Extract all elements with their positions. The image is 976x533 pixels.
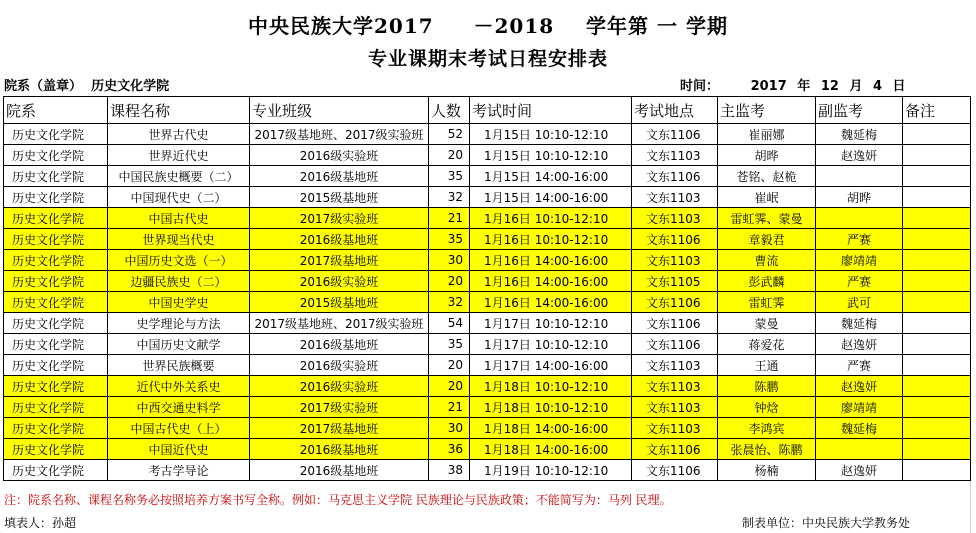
col-header-chief: 主监考 bbox=[718, 97, 816, 124]
cell-chief: 张晨怡、陈鹏 bbox=[718, 439, 816, 460]
cell-note bbox=[903, 376, 971, 397]
cell-course: 中国古代史 bbox=[108, 208, 250, 229]
cell-class: 2017级基地班 bbox=[250, 250, 429, 271]
cell-course: 世界古代史 bbox=[108, 124, 250, 145]
maker-unit: 制表单位：中央民族大学教务处 bbox=[742, 516, 911, 530]
table-row bbox=[4, 166, 971, 187]
cell-time: 1月16日 14:00-16:00 bbox=[470, 292, 632, 313]
cell-deputy: 赵逸妍 bbox=[816, 460, 903, 481]
cell-course: 近代中外关系史 bbox=[108, 376, 250, 397]
cell-time: 1月15日 14:00-16:00 bbox=[470, 187, 632, 208]
cell-room: 文东1103 bbox=[632, 145, 718, 166]
cell-chief: 彭武麟 bbox=[718, 271, 816, 292]
cell-class: 2016级实验班 bbox=[250, 271, 429, 292]
col-header-course: 课程名称 bbox=[108, 97, 250, 124]
cell-note bbox=[903, 355, 971, 376]
table-row bbox=[4, 313, 971, 334]
cell-count: 32 bbox=[429, 292, 470, 313]
cell-deputy bbox=[816, 166, 903, 187]
cell-chief: 崔岷 bbox=[718, 187, 816, 208]
cell-time: 1月15日 14:00-16:00 bbox=[470, 166, 632, 187]
cell-class: 2016级基地班 bbox=[250, 229, 429, 250]
cell-course: 世界近代史 bbox=[108, 145, 250, 166]
cell-dept: 历史文化学院 bbox=[4, 460, 108, 481]
cell-class: 2016级实验班 bbox=[250, 355, 429, 376]
cell-note bbox=[903, 418, 971, 439]
cell-course: 世界民族概要 bbox=[108, 355, 250, 376]
cell-course: 中国历史文选（一） bbox=[108, 250, 250, 271]
cell-deputy: 赵逸妍 bbox=[816, 376, 903, 397]
cell-dept: 历史文化学院 bbox=[4, 355, 108, 376]
cell-room: 文东1103 bbox=[632, 397, 718, 418]
col-header-room: 考试地点 bbox=[632, 97, 718, 124]
cell-time: 1月17日 10:10-12:10 bbox=[470, 334, 632, 355]
col-header-dept: 院系 bbox=[4, 97, 108, 124]
cell-note bbox=[903, 124, 971, 145]
cell-note bbox=[903, 439, 971, 460]
cell-dept: 历史文化学院 bbox=[4, 166, 108, 187]
cell-count: 20 bbox=[429, 355, 470, 376]
cell-time: 1月18日 10:10-12:10 bbox=[470, 376, 632, 397]
cell-chief: 曹流 bbox=[718, 250, 816, 271]
cell-course: 中西交通史料学 bbox=[108, 397, 250, 418]
cell-time: 1月17日 10:10-12:10 bbox=[470, 313, 632, 334]
cell-note bbox=[903, 208, 971, 229]
page-title bbox=[0, 10, 976, 39]
footnote: 注：院系名称、课程名称务必按照培养方案书写全称。例如：马克思主义学院 民族理论与民族政策；不能简写为：马列 民理。 bbox=[4, 493, 672, 507]
cell-count: 54 bbox=[429, 313, 470, 334]
cell-dept: 历史文化学院 bbox=[4, 439, 108, 460]
table-row bbox=[4, 187, 971, 208]
cell-dept: 历史文化学院 bbox=[4, 124, 108, 145]
cell-course: 中国现代史（二） bbox=[108, 187, 250, 208]
cell-dept: 历史文化学院 bbox=[4, 418, 108, 439]
cell-time: 1月16日 14:00-16:00 bbox=[470, 271, 632, 292]
cell-course: 边疆民族史（二） bbox=[108, 271, 250, 292]
cell-count: 21 bbox=[429, 397, 470, 418]
cell-dept: 历史文化学院 bbox=[4, 292, 108, 313]
cell-deputy: 赵逸妍 bbox=[816, 334, 903, 355]
date-value: 2017 年 12 月 4 日 bbox=[750, 79, 906, 94]
cell-room: 文东1105 bbox=[632, 271, 718, 292]
date-label: 时间： bbox=[680, 79, 720, 94]
cell-count: 52 bbox=[429, 124, 470, 145]
title-term: 学年第 一 学期 bbox=[586, 14, 728, 38]
title-university: 中央民族大学2017 bbox=[248, 14, 434, 38]
cell-chief: 章毅君 bbox=[718, 229, 816, 250]
cell-deputy: 魏延梅 bbox=[816, 418, 903, 439]
cell-deputy: 严赛 bbox=[816, 229, 903, 250]
table-row bbox=[4, 355, 971, 376]
cell-deputy: 严赛 bbox=[816, 271, 903, 292]
cell-count: 30 bbox=[429, 250, 470, 271]
cell-chief: 钟焓 bbox=[718, 397, 816, 418]
dept-label: 院系（盖章） bbox=[4, 79, 83, 94]
cell-deputy: 魏延梅 bbox=[816, 313, 903, 334]
cell-room: 文东1106 bbox=[632, 313, 718, 334]
cell-dept: 历史文化学院 bbox=[4, 271, 108, 292]
cell-note bbox=[903, 271, 971, 292]
cell-time: 1月18日 14:00-16:00 bbox=[470, 418, 632, 439]
cell-course: 考古学导论 bbox=[108, 460, 250, 481]
exam-schedule-table bbox=[3, 96, 971, 481]
col-header-count: 人数 bbox=[429, 97, 470, 124]
cell-room: 文东1106 bbox=[632, 292, 718, 313]
cell-class: 2017级基地班、2017级实验班 bbox=[250, 313, 429, 334]
table-row bbox=[4, 460, 971, 481]
cell-time: 1月15日 10:10-12:10 bbox=[470, 124, 632, 145]
table-row bbox=[4, 229, 971, 250]
cell-dept: 历史文化学院 bbox=[4, 334, 108, 355]
cell-room: 文东1103 bbox=[632, 250, 718, 271]
col-header-time: 考试时间 bbox=[470, 97, 632, 124]
table-row bbox=[4, 334, 971, 355]
dept-line bbox=[4, 75, 169, 94]
cell-class: 2016级基地班 bbox=[250, 460, 429, 481]
cell-time: 1月18日 14:00-16:00 bbox=[470, 439, 632, 460]
col-header-class: 专业班级 bbox=[250, 97, 429, 124]
cell-time: 1月16日 10:10-12:10 bbox=[470, 208, 632, 229]
cell-room: 文东1106 bbox=[632, 334, 718, 355]
cell-class: 2017级实验班 bbox=[250, 397, 429, 418]
dept-value: 历史文化学院 bbox=[91, 79, 170, 94]
cell-note bbox=[903, 397, 971, 418]
cell-deputy bbox=[816, 439, 903, 460]
cell-chief: 雷虹霁、蒙曼 bbox=[718, 208, 816, 229]
cell-chief: 王通 bbox=[718, 355, 816, 376]
cell-dept: 历史文化学院 bbox=[4, 229, 108, 250]
cell-room: 文东1103 bbox=[632, 418, 718, 439]
table-row bbox=[4, 145, 971, 166]
cell-dept: 历史文化学院 bbox=[4, 397, 108, 418]
cell-dept: 历史文化学院 bbox=[4, 250, 108, 271]
table-row bbox=[4, 271, 971, 292]
cell-class: 2016级实验班 bbox=[250, 376, 429, 397]
cell-chief: 崔丽娜 bbox=[718, 124, 816, 145]
cell-class: 2016级基地班 bbox=[250, 334, 429, 355]
cell-course: 中国古代史（上） bbox=[108, 418, 250, 439]
cell-deputy: 魏延梅 bbox=[816, 124, 903, 145]
cell-class: 2015级基地班 bbox=[250, 187, 429, 208]
cell-count: 35 bbox=[429, 166, 470, 187]
table-body bbox=[4, 124, 971, 481]
cell-count: 35 bbox=[429, 229, 470, 250]
cell-class: 2017级实验班 bbox=[250, 208, 429, 229]
filler-name: 填表人：孙超 bbox=[4, 516, 77, 530]
date-line bbox=[680, 75, 906, 94]
cell-deputy: 廖靖靖 bbox=[816, 397, 903, 418]
cell-course: 史学理论与方法 bbox=[108, 313, 250, 334]
cell-chief: 蒋爱花 bbox=[718, 334, 816, 355]
cell-chief: 李鸿宾 bbox=[718, 418, 816, 439]
table-row bbox=[4, 124, 971, 145]
table-row bbox=[4, 439, 971, 460]
cell-count: 35 bbox=[429, 334, 470, 355]
cell-chief: 雷虹霁 bbox=[718, 292, 816, 313]
cell-class: 2016级基地班 bbox=[250, 439, 429, 460]
subtitle-text: 专业课期末考试日程安排表 bbox=[367, 48, 608, 70]
cell-chief: 胡晔 bbox=[718, 145, 816, 166]
table-header-row bbox=[4, 97, 971, 124]
cell-room: 文东1106 bbox=[632, 229, 718, 250]
col-header-note: 备注 bbox=[903, 97, 971, 124]
cell-count: 20 bbox=[429, 145, 470, 166]
cell-time: 1月18日 10:10-12:10 bbox=[470, 397, 632, 418]
cell-room: 文东1103 bbox=[632, 208, 718, 229]
cell-deputy: 武可 bbox=[816, 292, 903, 313]
cell-dept: 历史文化学院 bbox=[4, 208, 108, 229]
cell-dept: 历史文化学院 bbox=[4, 376, 108, 397]
cell-count: 20 bbox=[429, 376, 470, 397]
cell-note bbox=[903, 187, 971, 208]
cell-deputy bbox=[816, 208, 903, 229]
cell-count: 38 bbox=[429, 460, 470, 481]
cell-time: 1月19日 10:10-12:10 bbox=[470, 460, 632, 481]
table-row bbox=[4, 208, 971, 229]
cell-note bbox=[903, 460, 971, 481]
cell-dept: 历史文化学院 bbox=[4, 187, 108, 208]
cell-chief: 陈鹏 bbox=[718, 376, 816, 397]
page-subtitle bbox=[0, 44, 976, 71]
cell-count: 36 bbox=[429, 439, 470, 460]
cell-dept: 历史文化学院 bbox=[4, 313, 108, 334]
cell-course: 中国民族史概要（二） bbox=[108, 166, 250, 187]
table-row bbox=[4, 250, 971, 271]
cell-note bbox=[903, 313, 971, 334]
cell-deputy: 廖靖靖 bbox=[816, 250, 903, 271]
cell-course: 中国史学史 bbox=[108, 292, 250, 313]
table-row bbox=[4, 397, 971, 418]
table-row bbox=[4, 376, 971, 397]
cell-note bbox=[903, 250, 971, 271]
cell-room: 文东1103 bbox=[632, 187, 718, 208]
cell-room: 文东1106 bbox=[632, 166, 718, 187]
cell-room: 文东1103 bbox=[632, 376, 718, 397]
cell-room: 文东1106 bbox=[632, 460, 718, 481]
cell-note bbox=[903, 166, 971, 187]
cell-room: 文东1106 bbox=[632, 124, 718, 145]
cell-note bbox=[903, 334, 971, 355]
cell-time: 1月17日 14:00-16:00 bbox=[470, 355, 632, 376]
cell-time: 1月16日 14:00-16:00 bbox=[470, 250, 632, 271]
cell-chief: 苍铭、赵桅 bbox=[718, 166, 816, 187]
col-header-deputy: 副监考 bbox=[816, 97, 903, 124]
cell-time: 1月15日 10:10-12:10 bbox=[470, 145, 632, 166]
cell-chief: 杨楠 bbox=[718, 460, 816, 481]
table-row bbox=[4, 292, 971, 313]
cell-note bbox=[903, 292, 971, 313]
cell-room: 文东1106 bbox=[632, 439, 718, 460]
cell-deputy: 胡晔 bbox=[816, 187, 903, 208]
cell-dept: 历史文化学院 bbox=[4, 145, 108, 166]
cell-count: 21 bbox=[429, 208, 470, 229]
cell-course: 中国历史文献学 bbox=[108, 334, 250, 355]
cell-deputy: 严赛 bbox=[816, 355, 903, 376]
cell-room: 文东1103 bbox=[632, 355, 718, 376]
cell-course: 世界现当代史 bbox=[108, 229, 250, 250]
cell-count: 32 bbox=[429, 187, 470, 208]
cell-class: 2016级实验班 bbox=[250, 145, 429, 166]
cell-course: 中国近代史 bbox=[108, 439, 250, 460]
cell-class: 2015级基地班 bbox=[250, 292, 429, 313]
title-year-end: －2018 bbox=[473, 14, 555, 38]
cell-chief: 蒙曼 bbox=[718, 313, 816, 334]
cell-count: 30 bbox=[429, 418, 470, 439]
cell-note bbox=[903, 145, 971, 166]
cell-class: 2016级基地班 bbox=[250, 166, 429, 187]
cell-class: 2017级基地班、2017级实验班 bbox=[250, 124, 429, 145]
cell-count: 20 bbox=[429, 271, 470, 292]
cell-deputy: 赵逸妍 bbox=[816, 145, 903, 166]
cell-time: 1月16日 10:10-12:10 bbox=[470, 229, 632, 250]
cell-note bbox=[903, 229, 971, 250]
cell-class: 2017级基地班 bbox=[250, 418, 429, 439]
table-row bbox=[4, 418, 971, 439]
